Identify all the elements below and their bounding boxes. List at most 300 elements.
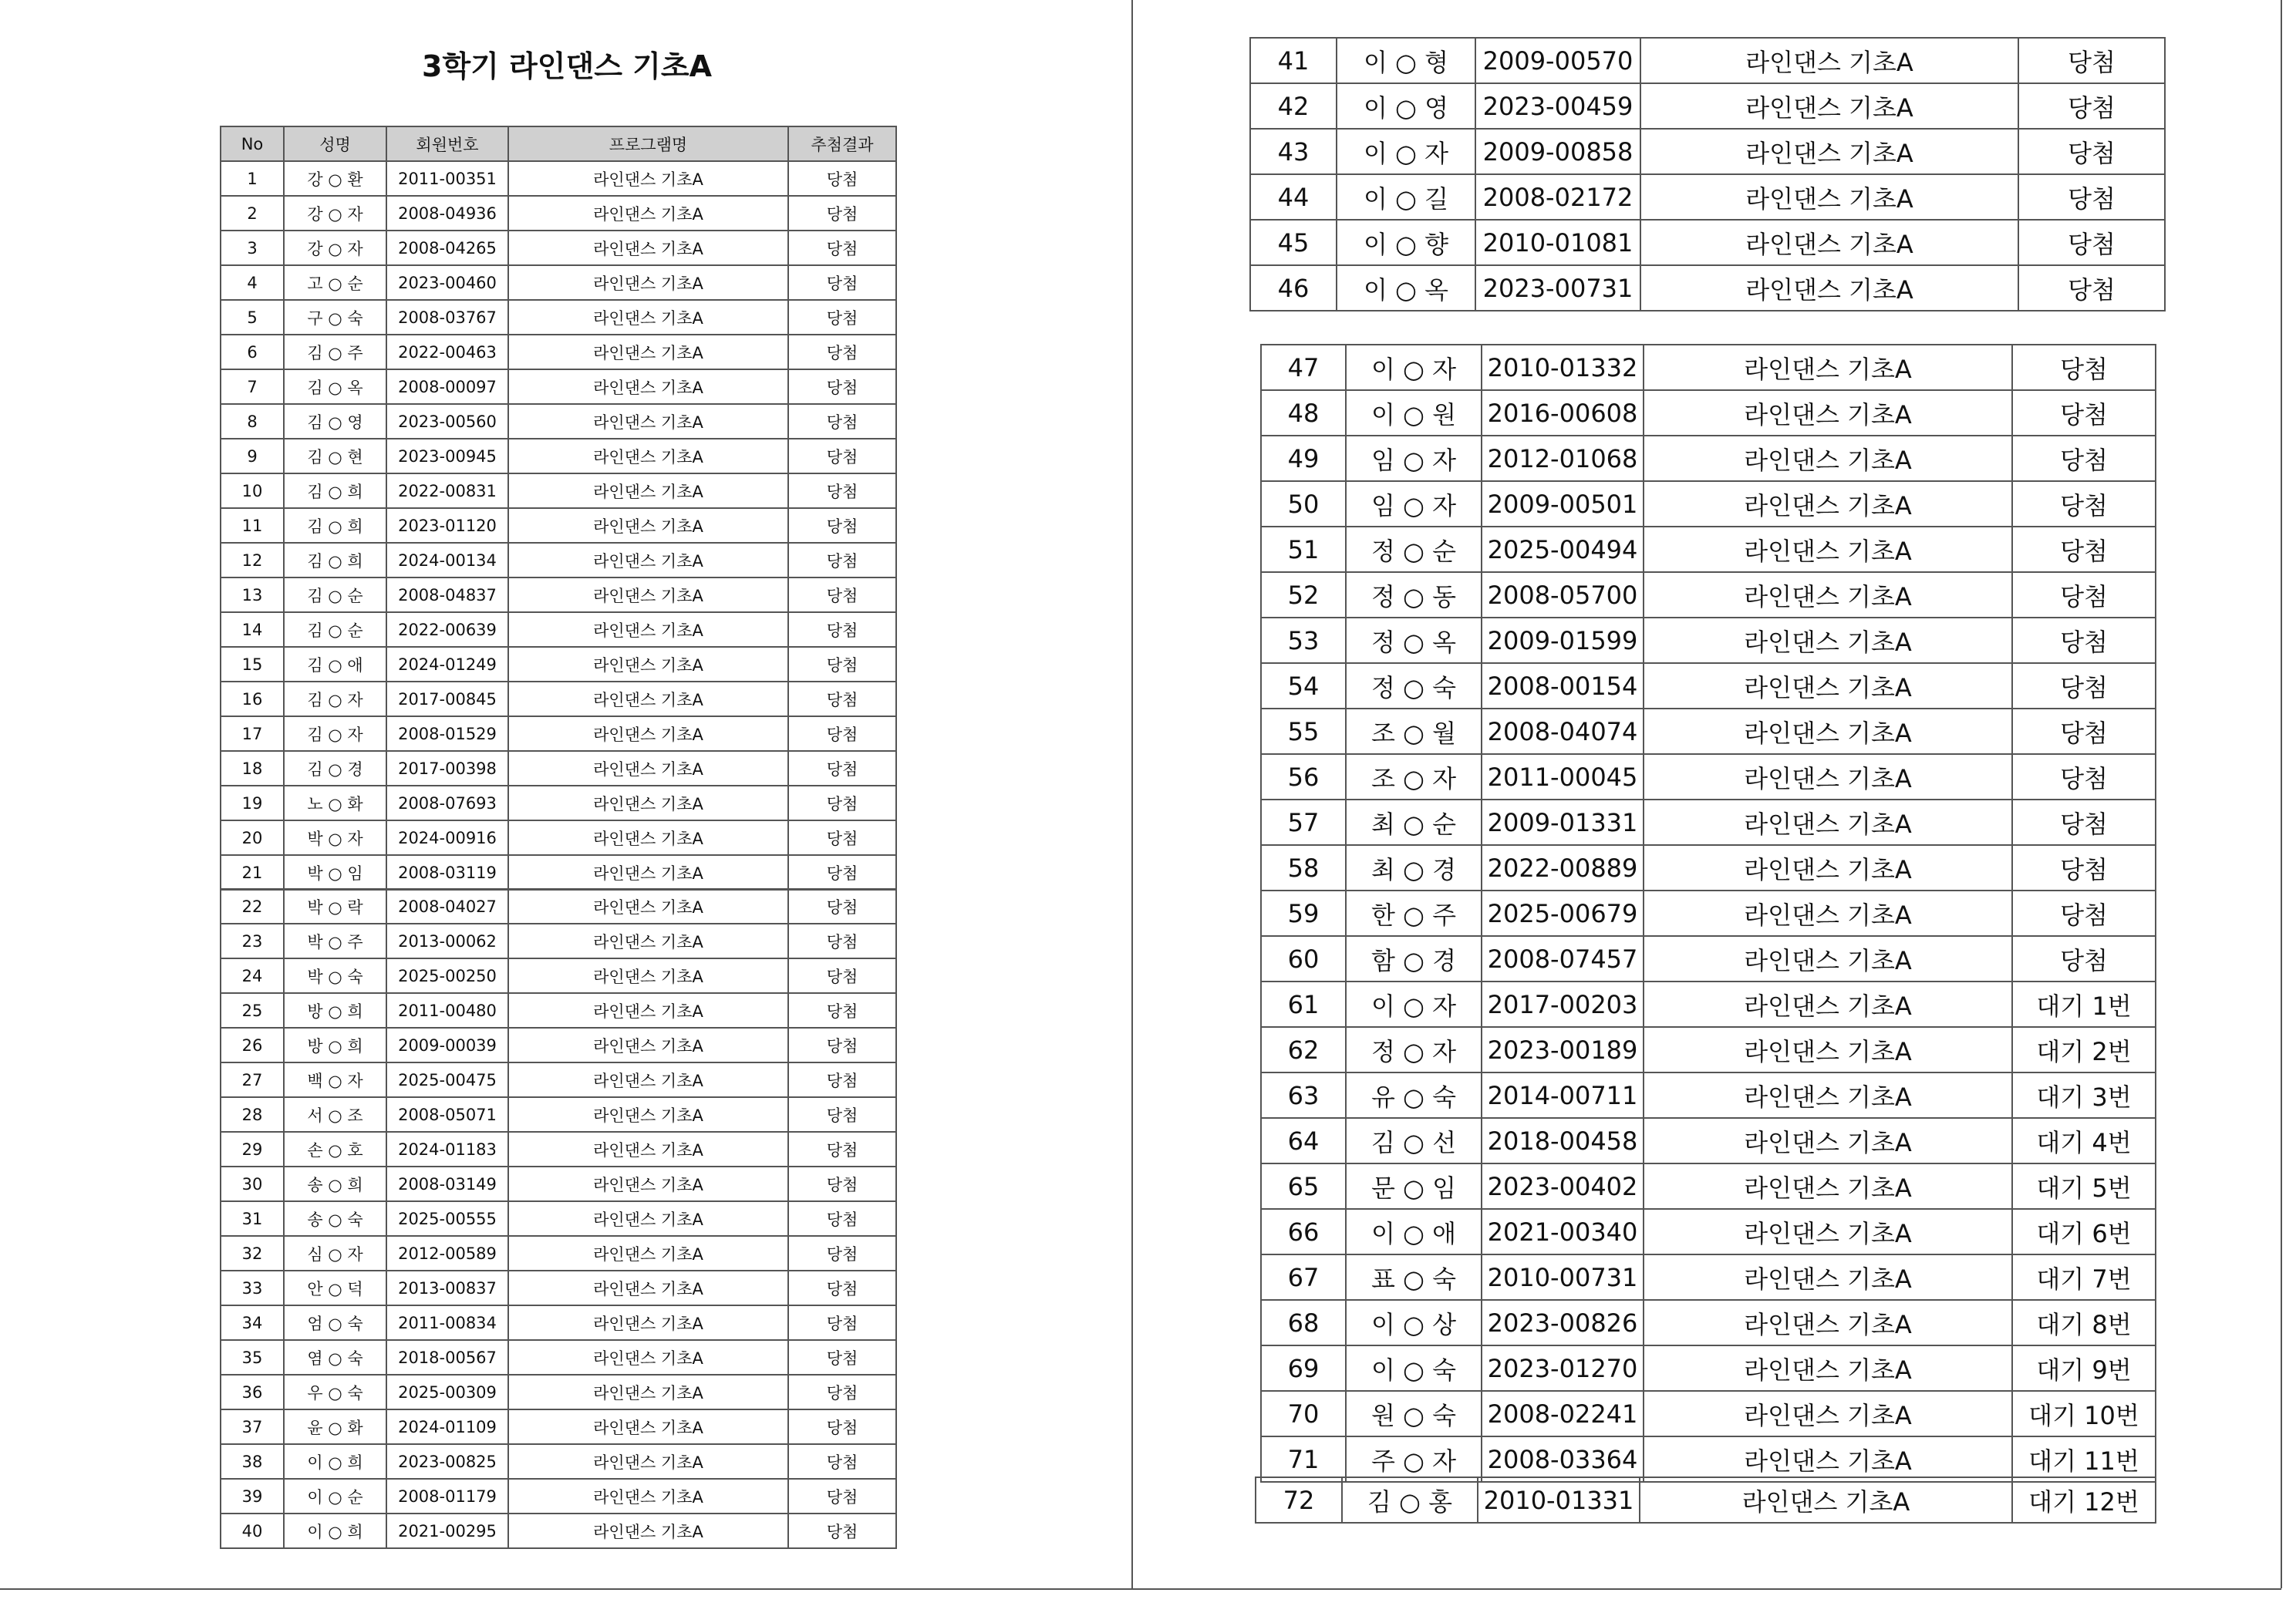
table-row (1250, 83, 2165, 129)
member-number: 2013-00837 (386, 1271, 508, 1305)
program-name: 라인댄스 기초A (1640, 220, 2018, 265)
member-number: 2025-00250 (386, 958, 508, 993)
table-row (221, 543, 896, 577)
member-name: 정 ○ 동 (1346, 572, 1482, 618)
member-name: 김 ○ 순 (284, 577, 386, 612)
table-row (221, 1132, 896, 1167)
row-no: 31 (221, 1201, 284, 1236)
draw-result: 당첨 (2012, 800, 2156, 845)
program-name: 라인댄스 기초A (508, 369, 788, 404)
program-name: 라인댄스 기초A (1644, 527, 2012, 572)
draw-result: 대기 11번 (2012, 1436, 2156, 1482)
program-name: 라인댄스 기초A (508, 993, 788, 1028)
program-name: 라인댄스 기초A (508, 300, 788, 335)
member-name: 김 ○ 희 (284, 508, 386, 543)
member-number: 2008-00097 (386, 369, 508, 404)
member-name: 이 ○ 영 (1337, 83, 1475, 129)
member-name: 유 ○ 숙 (1346, 1072, 1482, 1118)
row-no: 14 (221, 612, 284, 647)
member-name: 이 ○ 길 (1337, 174, 1475, 220)
draw-result: 당첨 (788, 543, 896, 577)
row-no: 70 (1261, 1391, 1346, 1436)
program-name: 라인댄스 기초A (1644, 1391, 2012, 1436)
draw-result: 당첨 (788, 1271, 896, 1305)
member-number: 2022-00889 (1482, 845, 1644, 891)
row-no: 58 (1261, 845, 1346, 891)
member-number: 2023-00560 (386, 404, 508, 439)
draw-result: 당첨 (788, 300, 896, 335)
program-name: 라인댄스 기초A (508, 889, 788, 924)
member-name: 임 ○ 자 (1346, 436, 1482, 481)
member-name: 이 ○ 애 (1346, 1209, 1482, 1254)
table-row (1261, 1209, 2156, 1254)
draw-result: 당첨 (2018, 174, 2165, 220)
program-name: 라인댄스 기초A (508, 612, 788, 647)
draw-result: 당첨 (788, 265, 896, 300)
program-name: 라인댄스 기초A (1644, 1163, 2012, 1209)
program-name: 라인댄스 기초A (1644, 1209, 2012, 1254)
member-name: 김 ○ 영 (284, 404, 386, 439)
draw-result: 당첨 (788, 647, 896, 682)
table-row (221, 716, 896, 751)
draw-result: 당첨 (788, 439, 896, 473)
member-number: 2023-00826 (1482, 1300, 1644, 1345)
draw-result: 당첨 (788, 1375, 896, 1409)
program-name: 라인댄스 기초A (508, 855, 788, 890)
program-name: 라인댄스 기초A (508, 647, 788, 682)
draw-result: 당첨 (788, 161, 896, 196)
draw-result: 당첨 (788, 335, 896, 369)
page-title: 3학기 라인댄스 기초A (422, 49, 712, 83)
draw-result: 당첨 (788, 820, 896, 855)
member-name: 송 ○ 희 (284, 1167, 386, 1201)
draw-result: 대기 1번 (2012, 982, 2156, 1027)
program-name: 라인댄스 기초A (508, 1375, 788, 1409)
member-name: 이 ○ 상 (1346, 1300, 1482, 1345)
member-name: 조 ○ 자 (1346, 754, 1482, 800)
member-number: 2008-05700 (1482, 572, 1644, 618)
table-row (1261, 345, 2156, 390)
table-row (221, 300, 896, 335)
draw-result: 당첨 (2012, 709, 2156, 754)
member-name: 임 ○ 자 (1346, 481, 1482, 527)
row-no: 45 (1250, 220, 1337, 265)
program-name: 라인댄스 기초A (1640, 265, 2018, 311)
table-row (1261, 982, 2156, 1027)
table-row (1261, 891, 2156, 936)
table-header-row (221, 126, 896, 161)
table-row (221, 820, 896, 855)
table-row (1261, 1391, 2156, 1436)
member-name: 이 ○ 희 (284, 1444, 386, 1479)
table-row (221, 612, 896, 647)
member-name: 송 ○ 숙 (284, 1201, 386, 1236)
results-table-1 (220, 126, 897, 891)
program-name: 라인댄스 기초A (1644, 1118, 2012, 1163)
member-name: 김 ○ 옥 (284, 369, 386, 404)
draw-result: 당첨 (2012, 436, 2156, 481)
table-row (1261, 572, 2156, 618)
table-row (221, 682, 896, 716)
draw-result: 대기 3번 (2012, 1072, 2156, 1118)
table-row (221, 1340, 896, 1375)
draw-result: 당첨 (788, 1409, 896, 1444)
member-name: 박 ○ 숙 (284, 958, 386, 993)
member-number: 2011-00480 (386, 993, 508, 1028)
table-row (1261, 618, 2156, 663)
draw-result: 당첨 (788, 1201, 896, 1236)
draw-result: 당첨 (788, 508, 896, 543)
program-name: 라인댄스 기초A (508, 716, 788, 751)
row-no: 24 (221, 958, 284, 993)
member-name: 김 ○ 선 (1346, 1118, 1482, 1163)
row-no: 35 (221, 1340, 284, 1375)
member-name: 김 ○ 홍 (1342, 1477, 1478, 1523)
program-name: 라인댄스 기초A (1644, 1345, 2012, 1391)
member-number: 2010-01332 (1482, 345, 1644, 390)
draw-result: 대기 6번 (2012, 1209, 2156, 1254)
table-row (1261, 663, 2156, 709)
draw-result: 당첨 (2012, 481, 2156, 527)
member-number: 2024-01109 (386, 1409, 508, 1444)
program-name: 라인댄스 기초A (508, 1201, 788, 1236)
row-no: 59 (1261, 891, 1346, 936)
row-no: 56 (1261, 754, 1346, 800)
table-row (1261, 1072, 2156, 1118)
member-name: 이 ○ 향 (1337, 220, 1475, 265)
row-no: 29 (221, 1132, 284, 1167)
row-no: 40 (221, 1514, 284, 1548)
program-name: 라인댄스 기초A (1644, 663, 2012, 709)
draw-result: 당첨 (2018, 38, 2165, 83)
table-row (221, 1062, 896, 1097)
row-no: 54 (1261, 663, 1346, 709)
row-no: 15 (221, 647, 284, 682)
member-name: 고 ○ 순 (284, 265, 386, 300)
table-row (221, 1305, 896, 1340)
member-name: 정 ○ 옥 (1346, 618, 1482, 663)
table-row (221, 1097, 896, 1132)
member-number: 2012-01068 (1482, 436, 1644, 481)
member-number: 2023-01270 (1482, 1345, 1644, 1391)
row-no: 47 (1261, 345, 1346, 390)
program-name: 라인댄스 기초A (1644, 345, 2012, 390)
member-name: 최 ○ 경 (1346, 845, 1482, 891)
program-name: 라인댄스 기초A (508, 1340, 788, 1375)
member-number: 2008-02241 (1482, 1391, 1644, 1436)
program-name: 라인댄스 기초A (1640, 174, 2018, 220)
program-name: 라인댄스 기초A (508, 508, 788, 543)
table-row (1250, 265, 2165, 311)
program-name: 라인댄스 기초A (508, 820, 788, 855)
member-name: 이 ○ 순 (284, 1479, 386, 1514)
row-no: 30 (221, 1167, 284, 1201)
member-number: 2009-00039 (386, 1028, 508, 1062)
member-number: 2025-00679 (1482, 891, 1644, 936)
results-table-2 (220, 888, 897, 1549)
row-no: 55 (1261, 709, 1346, 754)
draw-result: 당첨 (788, 855, 896, 890)
program-name: 라인댄스 기초A (1644, 572, 2012, 618)
member-name: 박 ○ 임 (284, 855, 386, 890)
member-name: 이 ○ 숙 (1346, 1345, 1482, 1391)
draw-result: 당첨 (788, 1167, 896, 1201)
row-no: 61 (1261, 982, 1346, 1027)
member-number: 2025-00555 (386, 1201, 508, 1236)
row-no: 4 (221, 265, 284, 300)
program-name: 라인댄스 기초A (508, 473, 788, 508)
program-name: 라인댄스 기초A (508, 682, 788, 716)
draw-result: 당첨 (788, 369, 896, 404)
draw-result: 당첨 (788, 958, 896, 993)
member-number: 2008-01529 (386, 716, 508, 751)
draw-result: 당첨 (788, 1479, 896, 1514)
member-number: 2018-00567 (386, 1340, 508, 1375)
program-name: 라인댄스 기초A (508, 786, 788, 820)
row-no: 10 (221, 473, 284, 508)
header-result: 추첨결과 (788, 126, 896, 161)
program-name: 라인댄스 기초A (508, 1028, 788, 1062)
header-member-no: 회원번호 (386, 126, 508, 161)
table-row (221, 1271, 896, 1305)
member-number: 2023-00460 (386, 265, 508, 300)
program-name: 라인댄스 기초A (508, 1409, 788, 1444)
member-name: 정 ○ 자 (1346, 1027, 1482, 1072)
member-name: 정 ○ 숙 (1346, 663, 1482, 709)
member-number: 2023-01120 (386, 508, 508, 543)
right-page-edge (2281, 0, 2282, 1588)
row-no: 38 (221, 1444, 284, 1479)
row-no: 60 (1261, 936, 1346, 982)
member-number: 2021-00340 (1482, 1209, 1644, 1254)
member-number: 2011-00045 (1482, 754, 1644, 800)
draw-result: 대기 12번 (2012, 1477, 2156, 1523)
draw-result: 대기 7번 (2012, 1254, 2156, 1300)
program-name: 라인댄스 기초A (1644, 845, 2012, 891)
header-name: 성명 (284, 126, 386, 161)
page-divider (1131, 0, 1133, 1588)
table-row (1261, 1254, 2156, 1300)
table-row (221, 1479, 896, 1514)
member-number: 2008-04265 (386, 231, 508, 265)
row-no: 50 (1261, 481, 1346, 527)
table-row (221, 751, 896, 786)
table-row (221, 369, 896, 404)
table-row (221, 958, 896, 993)
member-name: 강 ○ 환 (284, 161, 386, 196)
program-name: 라인댄스 기초A (1640, 1477, 2012, 1523)
member-name: 김 ○ 경 (284, 751, 386, 786)
draw-result: 당첨 (788, 716, 896, 751)
draw-result: 당첨 (788, 1305, 896, 1340)
program-name: 라인댄스 기초A (1644, 1436, 2012, 1482)
program-name: 라인댄스 기초A (508, 404, 788, 439)
row-no: 23 (221, 924, 284, 958)
program-name: 라인댄스 기초A (508, 577, 788, 612)
table-row (1261, 845, 2156, 891)
row-no: 5 (221, 300, 284, 335)
row-no: 46 (1250, 265, 1337, 311)
table-row (221, 1236, 896, 1271)
row-no: 26 (221, 1028, 284, 1062)
draw-result: 당첨 (788, 1340, 896, 1375)
member-name: 안 ○ 덕 (284, 1271, 386, 1305)
draw-result: 대기 8번 (2012, 1300, 2156, 1345)
program-name: 라인댄스 기초A (508, 335, 788, 369)
member-number: 2014-00711 (1482, 1072, 1644, 1118)
member-name: 노 ○ 화 (284, 786, 386, 820)
program-name: 라인댄스 기초A (1644, 936, 2012, 982)
member-name: 엄 ○ 숙 (284, 1305, 386, 1340)
member-name: 김 ○ 자 (284, 716, 386, 751)
member-number: 2021-00295 (386, 1514, 508, 1548)
member-number: 2023-00402 (1482, 1163, 1644, 1209)
member-name: 김 ○ 순 (284, 612, 386, 647)
table-row (1261, 527, 2156, 572)
member-name: 윤 ○ 화 (284, 1409, 386, 1444)
program-name: 라인댄스 기초A (508, 1271, 788, 1305)
draw-result: 당첨 (788, 889, 896, 924)
member-name: 조 ○ 월 (1346, 709, 1482, 754)
member-name: 김 ○ 자 (284, 682, 386, 716)
row-no: 22 (221, 889, 284, 924)
member-name: 주 ○ 자 (1346, 1436, 1482, 1482)
table-row (221, 265, 896, 300)
program-name: 라인댄스 기초A (508, 196, 788, 231)
row-no: 66 (1261, 1209, 1346, 1254)
table-row (1261, 481, 2156, 527)
program-name: 라인댄스 기초A (1644, 800, 2012, 845)
table-row (1261, 1300, 2156, 1345)
member-name: 표 ○ 숙 (1346, 1254, 1482, 1300)
table-row (221, 196, 896, 231)
member-number: 2010-01331 (1478, 1477, 1640, 1523)
table-row (1261, 1118, 2156, 1163)
member-name: 이 ○ 형 (1337, 38, 1475, 83)
draw-result: 당첨 (788, 1444, 896, 1479)
program-name: 라인댄스 기초A (1640, 38, 2018, 83)
member-name: 이 ○ 원 (1346, 390, 1482, 436)
row-no: 27 (221, 1062, 284, 1097)
member-name: 김 ○ 주 (284, 335, 386, 369)
member-number: 2023-00825 (386, 1444, 508, 1479)
table-row (1261, 1163, 2156, 1209)
member-name: 원 ○ 숙 (1346, 1391, 1482, 1436)
draw-result: 당첨 (788, 751, 896, 786)
program-name: 라인댄스 기초A (508, 1479, 788, 1514)
member-number: 2009-01331 (1482, 800, 1644, 845)
table-row (1250, 38, 2165, 83)
draw-result: 당첨 (788, 993, 896, 1028)
program-name: 라인댄스 기초A (508, 924, 788, 958)
draw-result: 당첨 (2018, 265, 2165, 311)
member-number: 2017-00203 (1482, 982, 1644, 1027)
program-name: 라인댄스 기초A (508, 161, 788, 196)
member-number: 2023-00189 (1482, 1027, 1644, 1072)
row-no: 12 (221, 543, 284, 577)
row-no: 51 (1261, 527, 1346, 572)
row-no: 42 (1250, 83, 1337, 129)
draw-result: 당첨 (788, 1062, 896, 1097)
member-number: 2008-04074 (1482, 709, 1644, 754)
draw-result: 당첨 (788, 1097, 896, 1132)
table-row (1261, 709, 2156, 754)
member-name: 함 ○ 경 (1346, 936, 1482, 982)
table-row (221, 1167, 896, 1201)
row-no: 8 (221, 404, 284, 439)
row-no: 28 (221, 1097, 284, 1132)
member-number: 2024-00916 (386, 820, 508, 855)
draw-result: 당첨 (788, 404, 896, 439)
member-name: 염 ○ 숙 (284, 1340, 386, 1375)
table-row (1261, 436, 2156, 481)
draw-result: 당첨 (788, 1028, 896, 1062)
row-no: 33 (221, 1271, 284, 1305)
member-name: 강 ○ 자 (284, 196, 386, 231)
program-name: 라인댄스 기초A (1644, 390, 2012, 436)
draw-result: 대기 9번 (2012, 1345, 2156, 1391)
row-no: 67 (1261, 1254, 1346, 1300)
program-name: 라인댄스 기초A (508, 543, 788, 577)
member-number: 2008-05071 (386, 1097, 508, 1132)
program-name: 라인댄스 기초A (1640, 129, 2018, 174)
program-name: 라인댄스 기초A (1640, 83, 2018, 129)
program-name: 라인댄스 기초A (1644, 1027, 2012, 1072)
member-number: 2017-00398 (386, 751, 508, 786)
member-number: 2024-01183 (386, 1132, 508, 1167)
row-no: 68 (1261, 1300, 1346, 1345)
draw-result: 당첨 (788, 1132, 896, 1167)
row-no: 36 (221, 1375, 284, 1409)
member-number: 2009-00501 (1482, 481, 1644, 527)
member-name: 강 ○ 자 (284, 231, 386, 265)
member-number: 2025-00494 (1482, 527, 1644, 572)
program-name: 라인댄스 기초A (1644, 982, 2012, 1027)
member-name: 방 ○ 희 (284, 1028, 386, 1062)
member-number: 2011-00834 (386, 1305, 508, 1340)
row-no: 72 (1256, 1477, 1342, 1523)
member-number: 2010-00731 (1482, 1254, 1644, 1300)
draw-result: 당첨 (788, 1236, 896, 1271)
draw-result: 당첨 (788, 612, 896, 647)
member-name: 이 ○ 자 (1346, 345, 1482, 390)
table-row (221, 161, 896, 196)
row-no: 34 (221, 1305, 284, 1340)
table-row (1261, 754, 2156, 800)
row-no: 2 (221, 196, 284, 231)
table-row (221, 1201, 896, 1236)
table-row (221, 231, 896, 265)
row-no: 63 (1261, 1072, 1346, 1118)
table-row (221, 1444, 896, 1479)
row-no: 65 (1261, 1163, 1346, 1209)
program-name: 라인댄스 기초A (508, 265, 788, 300)
table-row (1250, 129, 2165, 174)
row-no: 3 (221, 231, 284, 265)
row-no: 39 (221, 1479, 284, 1514)
member-number: 2010-01081 (1475, 220, 1640, 265)
program-name: 라인댄스 기초A (508, 1444, 788, 1479)
table-row (221, 577, 896, 612)
member-number: 2008-04936 (386, 196, 508, 231)
member-number: 2009-00858 (1475, 129, 1640, 174)
results-table-3 (1249, 37, 2166, 311)
program-name: 라인댄스 기초A (1644, 436, 2012, 481)
table-row (221, 508, 896, 543)
member-number: 2008-02172 (1475, 174, 1640, 220)
row-no: 48 (1261, 390, 1346, 436)
row-no: 21 (221, 855, 284, 890)
